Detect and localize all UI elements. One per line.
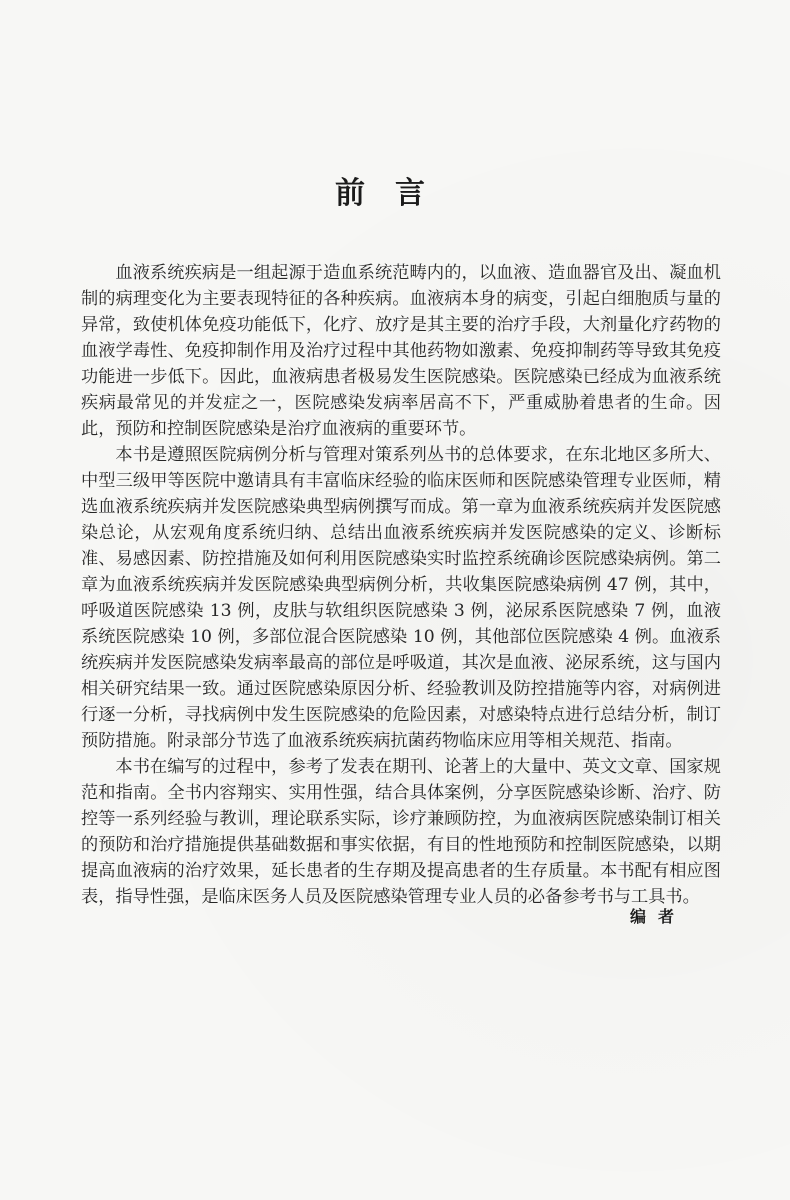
preface-body	[81, 260, 721, 910]
paragraph-3: 本书在编写的过程中，参考了发表在期刊、论著上的大量中、英文文章、国家规范和指南。全书内容翔实、实用性强，结合具体案例，分享医院感染诊断、治疗、防控等一系列经验与教训，理论联系实际，诊疗兼顾防控，为血液病医院感染制订相关的预防和治疗措施提供基础数据和事实依据，有目的性地预防和控制医院感染，以期提高血液病的治疗效果，延长患者的生存期及提高患者的生存质量。本书配有相应图表，指导性强，是临床医务人员及医院感染管理专业人员的必备参考书与工具书。	[81, 757, 721, 907]
page-title: 前言	[335, 176, 455, 211]
paragraph-1: 血液系统疾病是一组起源于造血系统范畴内的，以血液、造血器官及出、凝血机制的病理变化为主要表现特征的各种疾病。血液病本身的病变，引起白细胞质与量的异常，致使机体免疫功能低下，化疗、放疗是其主要的治疗手段，大剂量化疗药物的血液学毒性、免疫抑制作用及治疗过程中其他药物如激素、免疫抑制药等导致其免疫功能进一步低下。因此，血液病患者极易发生医院感染。医院感染已经成为血液系统疾病最常见的并发症之一，医院感染发病率居高不下，严重威胁着患者的生命。因此，预防和控制医院感染是治疗血液病的重要环节。	[81, 263, 721, 439]
author-signature: 编者	[629, 907, 686, 926]
paragraph-2: 本书是遵照医院病例分析与管理对策系列丛书的总体要求，在东北地区多所大、中型三级甲等医院中邀请具有丰富临床经验的临床医师和医院感染管理专业医师，精选血液系统疾病并发医院感染典型病例撰写而成。第一章为血液系统疾病并发医院感染总论，从宏观角度系统归纳、总结出血液系统疾病并发医院感染的定义、诊断标准、易感因素、防控措施及如何利用医院感染实时监控系统确诊医院感染病例。第二章为血液系统疾病并发医院感染典型病例分析，共收集医院感染病例 47 例，其中，呼吸道医院感染 13 例，皮肤与软组织医院感染 3 例，泌尿系医院感染 7 例，血液系统医院感染 10 例，多部位混合医院感染 10 例，其他部位医院感染 4 例。血液系统疾病并发医院感染发病率最高的部位是呼吸道，其次是血液、泌尿系统，这与国内相关研究结果一致。通过医院感染原因分析、经验教训及防控措施等内容，对病例进行逐一分析，寻找病例中发生医院感染的危险因素，对感染特点进行总结分析，制订预防措施。附录部分节选了血液系统疾病抗菌药物临床应用等相关规范、指南。	[81, 445, 721, 751]
